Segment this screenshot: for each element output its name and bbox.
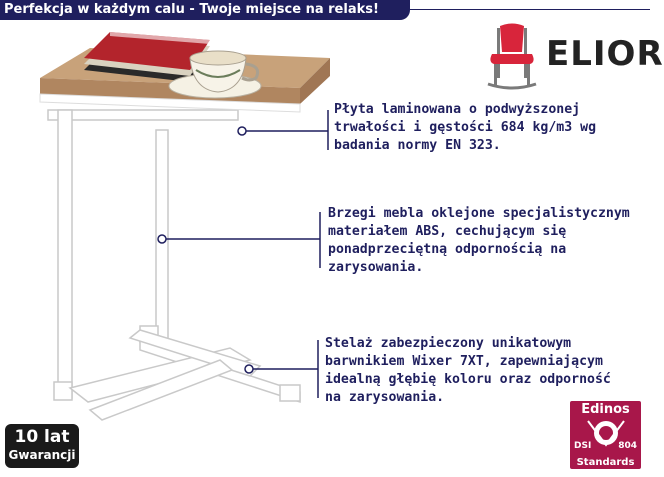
brand-name: ELIOR bbox=[546, 34, 664, 74]
feature-abs-edges: Brzegi mebla oklejone specjalistycznym materiałem ABS, cechującym się ponadprzeciętną odpornością na zarysowania. bbox=[328, 206, 630, 275]
callout-dot-top bbox=[238, 127, 246, 135]
warranty-label: Gwarancji bbox=[8, 448, 76, 462]
certificate-brand: Edinos bbox=[581, 402, 630, 417]
edinos-certificate bbox=[570, 401, 641, 469]
top-banner: Perfekcja w każdym calu - Twoje miejsce na relaks! bbox=[0, 0, 410, 20]
warranty-badge bbox=[5, 424, 79, 468]
callout-dot-bottom bbox=[245, 365, 253, 373]
callout-dot-middle bbox=[158, 235, 166, 243]
certificate-standards: Standards bbox=[576, 457, 635, 468]
warranty-years: 10 lat bbox=[14, 427, 70, 447]
feature-laminate: Płyta laminowana o podwyższonej trwałości i gęstości 684 kg/m3 wg badania normy EN 323. bbox=[334, 102, 597, 153]
certificate-number: 804 bbox=[618, 441, 637, 451]
feature-frame-coating: Stelaż zabezpieczony unikatowym barwnikiem Wixer 7XT, zapewniającym idealną głębię koloru oraz odporność na zarysowania. bbox=[325, 336, 611, 405]
certificate-dsi: DSI bbox=[574, 441, 592, 451]
